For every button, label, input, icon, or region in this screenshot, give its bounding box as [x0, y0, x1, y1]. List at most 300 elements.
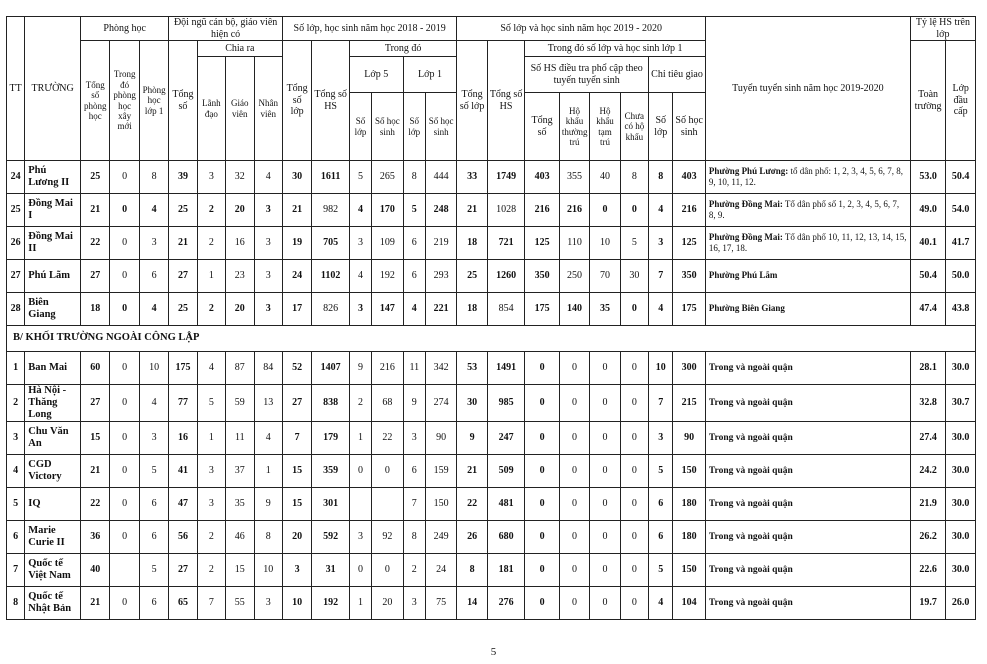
- data-cell: 0: [620, 352, 648, 385]
- data-cell: 0: [372, 554, 403, 587]
- ratio-school: 22.6: [910, 554, 946, 587]
- data-cell: 6: [139, 488, 168, 521]
- school-name: Quốc tế Việt Nam: [25, 554, 81, 587]
- enrollment-area: Trong và ngoài quận: [705, 385, 910, 422]
- data-cell: 444: [425, 161, 456, 194]
- data-cell: 17: [282, 293, 311, 326]
- data-cell: 300: [673, 352, 706, 385]
- enrollment-area: Trong và ngoài quận: [705, 554, 910, 587]
- area-label: Phường Đồng Mai:: [708, 231, 783, 242]
- data-cell: 16: [169, 422, 197, 455]
- table-row: [7, 455, 976, 488]
- data-cell: 2: [197, 554, 225, 587]
- data-cell: 109: [372, 227, 403, 260]
- data-cell: 18: [457, 293, 487, 326]
- data-cell: 21: [457, 455, 487, 488]
- data-cell: 3: [254, 293, 282, 326]
- row-tt: 3: [7, 422, 25, 455]
- data-cell: 27: [282, 385, 311, 422]
- table-row: [7, 422, 976, 455]
- table-row: [7, 385, 976, 422]
- ratio-grade1: 41.7: [946, 227, 976, 260]
- data-cell: 90: [425, 422, 456, 455]
- data-cell: 41: [169, 455, 197, 488]
- data-cell: 4: [139, 194, 168, 227]
- data-cell: 5: [139, 554, 168, 587]
- row-tt: 6: [7, 521, 25, 554]
- data-cell: 70: [590, 260, 620, 293]
- data-cell: 1260: [487, 260, 525, 293]
- data-cell: 1028: [487, 194, 525, 227]
- data-cell: 216: [525, 194, 559, 227]
- data-cell: 3: [254, 194, 282, 227]
- area-text: Tổ dân phố số 1, 2, 3, 4, 5, 6, 7, 8, 9.: [708, 198, 900, 220]
- data-cell: 0: [525, 455, 559, 488]
- data-cell: 6: [403, 260, 425, 293]
- data-cell: 0: [559, 422, 589, 455]
- row-tt: 7: [7, 554, 25, 587]
- data-cell: 3: [197, 161, 225, 194]
- data-cell: 6: [403, 227, 425, 260]
- data-cell: 1611: [312, 161, 350, 194]
- data-cell: 1749: [487, 161, 525, 194]
- data-cell: 342: [425, 352, 456, 385]
- data-cell: 68: [372, 385, 403, 422]
- data-cell: 9: [457, 422, 487, 455]
- data-cell: [372, 488, 403, 521]
- header-phong-hoc: Phòng học: [81, 17, 169, 41]
- data-cell: 27: [169, 554, 197, 587]
- data-cell: [349, 488, 371, 521]
- data-cell: 7: [649, 385, 673, 422]
- data-cell: 221: [425, 293, 456, 326]
- row-tt: 5: [7, 488, 25, 521]
- area-label: Phường Đồng Mai:: [708, 198, 783, 209]
- data-cell: 3: [649, 227, 673, 260]
- data-cell: 27: [81, 260, 110, 293]
- data-cell: 4: [197, 352, 225, 385]
- data-cell: 1: [349, 587, 371, 620]
- data-cell: 84: [254, 352, 282, 385]
- data-cell: 25: [169, 194, 197, 227]
- data-cell: 10: [649, 352, 673, 385]
- data-cell: 175: [673, 293, 706, 326]
- data-cell: 180: [673, 488, 706, 521]
- data-cell: 25: [81, 161, 110, 194]
- data-cell: 4: [403, 293, 425, 326]
- ratio-school: 50.4: [910, 260, 946, 293]
- data-cell: 0: [110, 161, 139, 194]
- data-cell: 36: [81, 521, 110, 554]
- data-cell: 179: [312, 422, 350, 455]
- data-cell: 9: [349, 352, 371, 385]
- ratio-grade1: 43.8: [946, 293, 976, 326]
- data-cell: 0: [590, 587, 620, 620]
- table-row: [7, 260, 976, 293]
- header-nhan-vien: Nhân viên: [254, 57, 282, 161]
- area-text: Tổ dân phố 10, 11, 12, 13, 14, 15, 16, 17, 18.: [708, 231, 907, 253]
- enrollment-area: Trong và ngoài quận: [705, 587, 910, 620]
- data-cell: 0: [559, 488, 589, 521]
- ratio-grade1: 30.0: [946, 352, 976, 385]
- row-tt: 26: [7, 227, 25, 260]
- header-ct-so-hs: Số học sinh: [673, 93, 706, 161]
- ratio-school: 19.7: [910, 587, 946, 620]
- school-name: IQ: [25, 488, 81, 521]
- page-number: 5: [490, 646, 497, 658]
- data-cell: 59: [226, 385, 254, 422]
- table-row: [7, 488, 976, 521]
- data-cell: 175: [169, 352, 197, 385]
- data-cell: 4: [649, 293, 673, 326]
- data-cell: 30: [457, 385, 487, 422]
- data-cell: 481: [487, 488, 525, 521]
- header-trong-do-lop1: Trong đó số lớp và học sinh lớp 1: [525, 41, 706, 57]
- data-cell: 0: [620, 455, 648, 488]
- data-cell: 248: [425, 194, 456, 227]
- data-cell: 0: [590, 488, 620, 521]
- data-cell: 52: [282, 352, 311, 385]
- data-cell: 30: [282, 161, 311, 194]
- header-tt: TT: [7, 17, 25, 161]
- header-so-lop-2018-2019: Số lớp, học sinh năm học 2018 - 2019: [282, 17, 456, 41]
- data-cell: 219: [425, 227, 456, 260]
- data-cell: 0: [559, 554, 589, 587]
- data-cell: 8: [139, 161, 168, 194]
- data-cell: 4: [349, 194, 371, 227]
- data-cell: 5: [620, 227, 648, 260]
- data-cell: 350: [525, 260, 559, 293]
- data-cell: 140: [559, 293, 589, 326]
- data-cell: 21: [81, 587, 110, 620]
- data-cell: 1: [254, 455, 282, 488]
- header-so-lop-2019-2020: Số lớp và học sinh năm học 2019 - 2020: [457, 17, 706, 41]
- ratio-grade1: 30.0: [946, 488, 976, 521]
- table-row: [7, 587, 976, 620]
- data-cell: 0: [620, 385, 648, 422]
- data-cell: 3: [649, 422, 673, 455]
- data-cell: 25: [169, 293, 197, 326]
- header-dn-tong: Tổng số: [169, 41, 197, 161]
- data-cell: 0: [590, 385, 620, 422]
- data-cell: 592: [312, 521, 350, 554]
- row-tt: 28: [7, 293, 25, 326]
- data-cell: 10: [282, 587, 311, 620]
- data-cell: 21: [457, 194, 487, 227]
- row-tt: 27: [7, 260, 25, 293]
- data-cell: 7: [649, 260, 673, 293]
- school-name: Biên Giang: [25, 293, 81, 326]
- data-cell: 7: [282, 422, 311, 455]
- header-tong-so-hs-1819: Tổng số HS: [312, 41, 350, 161]
- data-cell: 22: [457, 488, 487, 521]
- ratio-school: 26.2: [910, 521, 946, 554]
- data-cell: 1491: [487, 352, 525, 385]
- data-cell: 5: [649, 554, 673, 587]
- data-cell: 31: [312, 554, 350, 587]
- data-cell: 15: [282, 488, 311, 521]
- ratio-school: 47.4: [910, 293, 946, 326]
- data-cell: 0: [590, 455, 620, 488]
- data-cell: 985: [487, 385, 525, 422]
- header-doi-ngu: Đội ngũ cán bộ, giáo viên hiện có: [169, 17, 283, 41]
- header-trong-do: Trong đó: [349, 41, 457, 57]
- data-cell: 274: [425, 385, 456, 422]
- data-cell: 18: [81, 293, 110, 326]
- ratio-grade1: 30.0: [946, 422, 976, 455]
- data-cell: 0: [590, 422, 620, 455]
- data-cell: 680: [487, 521, 525, 554]
- data-cell: 125: [673, 227, 706, 260]
- data-cell: 215: [673, 385, 706, 422]
- data-cell: 192: [312, 587, 350, 620]
- school-name: Phú Lương II: [25, 161, 81, 194]
- row-tt: 24: [7, 161, 25, 194]
- data-cell: 27: [169, 260, 197, 293]
- table-row: [7, 194, 976, 227]
- header-so-hs-dieu-tra-text: Số HS điều tra phổ cập theo tuyến tuyển sinh: [530, 63, 643, 86]
- data-cell: 13: [254, 385, 282, 422]
- table-header: [7, 17, 976, 161]
- data-cell: 150: [673, 455, 706, 488]
- data-cell: 11: [226, 422, 254, 455]
- enrollment-area: Trong và ngoài quận: [705, 422, 910, 455]
- data-cell: [110, 554, 139, 587]
- data-cell: 0: [590, 554, 620, 587]
- data-cell: 2: [197, 194, 225, 227]
- area-label: Phường Phú Lương:: [708, 165, 789, 176]
- data-cell: 2: [349, 385, 371, 422]
- header-toan-truong: Toàn trường: [910, 41, 946, 161]
- header-chua-co-hk: Chưa có hộ khẩu: [620, 93, 648, 161]
- data-cell: 0: [110, 293, 139, 326]
- data-cell: 403: [525, 161, 559, 194]
- data-cell: 35: [590, 293, 620, 326]
- data-cell: 10: [590, 227, 620, 260]
- data-cell: 30: [620, 260, 648, 293]
- data-cell: 0: [110, 194, 139, 227]
- data-cell: 1407: [312, 352, 350, 385]
- data-cell: 2: [403, 554, 425, 587]
- data-cell: 192: [372, 260, 403, 293]
- table-row: [7, 521, 976, 554]
- header-lop1: Lớp 1: [403, 57, 457, 93]
- data-cell: 20: [282, 521, 311, 554]
- data-cell: 982: [312, 194, 350, 227]
- data-cell: 0: [110, 422, 139, 455]
- data-cell: 14: [457, 587, 487, 620]
- ratio-school: 53.0: [910, 161, 946, 194]
- data-cell: 1: [197, 260, 225, 293]
- data-cell: 5: [197, 385, 225, 422]
- data-cell: 0: [110, 587, 139, 620]
- ratio-school: 24.2: [910, 455, 946, 488]
- data-cell: 53: [457, 352, 487, 385]
- header-tong-so-hs-1920: Tổng số HS: [487, 41, 525, 161]
- data-cell: 90: [673, 422, 706, 455]
- data-cell: 0: [559, 385, 589, 422]
- ratio-school: 28.1: [910, 352, 946, 385]
- data-cell: 3: [403, 422, 425, 455]
- data-cell: 21: [169, 227, 197, 260]
- data-cell: 0: [620, 488, 648, 521]
- enrollment-area: Trong và ngoài quận: [705, 521, 910, 554]
- data-cell: 247: [487, 422, 525, 455]
- data-cell: 1102: [312, 260, 350, 293]
- header-lop1-so-lop: Số lớp: [403, 93, 425, 161]
- data-cell: 175: [525, 293, 559, 326]
- data-cell: 350: [673, 260, 706, 293]
- public-schools-rows: [7, 161, 976, 326]
- data-cell: 33: [457, 161, 487, 194]
- data-cell: 92: [372, 521, 403, 554]
- data-cell: 23: [226, 260, 254, 293]
- row-tt: 2: [7, 385, 25, 422]
- data-cell: 3: [254, 227, 282, 260]
- data-cell: 18: [457, 227, 487, 260]
- enrollment-area: Trong và ngoài quận: [705, 455, 910, 488]
- header-ph-lop1: Phòng học lớp 1: [139, 41, 168, 161]
- data-cell: 0: [110, 227, 139, 260]
- data-cell: 21: [81, 455, 110, 488]
- data-cell: 27: [81, 385, 110, 422]
- data-cell: 0: [110, 260, 139, 293]
- data-cell: 25: [457, 260, 487, 293]
- data-cell: 705: [312, 227, 350, 260]
- enrollment-area: [705, 227, 910, 260]
- data-cell: 0: [590, 521, 620, 554]
- data-cell: 3: [139, 422, 168, 455]
- ratio-grade1: 50.0: [946, 260, 976, 293]
- data-cell: 4: [349, 260, 371, 293]
- area-label: Phường Phú Lãm: [708, 270, 778, 281]
- data-cell: 3: [282, 554, 311, 587]
- data-cell: 21: [282, 194, 311, 227]
- header-lop5-so-hs: Số học sinh: [372, 93, 403, 161]
- data-cell: 509: [487, 455, 525, 488]
- data-cell: 15: [282, 455, 311, 488]
- data-cell: 0: [525, 488, 559, 521]
- ratio-school: 21.9: [910, 488, 946, 521]
- ratio-grade1: 30.0: [946, 554, 976, 587]
- header-tuyen-sinh: Tuyển tuyển sinh năm học 2019-2020: [705, 17, 910, 161]
- data-cell: 9: [254, 488, 282, 521]
- section-b-title: B/ KHỐI TRƯỜNG NGOÀI CÔNG LẬP: [7, 326, 976, 352]
- data-cell: 0: [620, 293, 648, 326]
- data-cell: 8: [403, 161, 425, 194]
- enrollment-area: [705, 161, 910, 194]
- school-name: Quốc tế Nhật Bản: [25, 587, 81, 620]
- table-row: [7, 554, 976, 587]
- header-giao-vien: Giáo viên: [226, 57, 254, 161]
- ratio-grade1: 30.7: [946, 385, 976, 422]
- data-cell: 250: [559, 260, 589, 293]
- data-cell: 46: [226, 521, 254, 554]
- data-cell: 0: [110, 488, 139, 521]
- data-cell: 77: [169, 385, 197, 422]
- school-name: Ban Mai: [25, 352, 81, 385]
- data-cell: 6: [649, 521, 673, 554]
- data-cell: 0: [110, 521, 139, 554]
- data-cell: 359: [312, 455, 350, 488]
- data-cell: 0: [525, 587, 559, 620]
- header-tong-so-lop-1819: Tổng số lớp: [282, 41, 311, 161]
- data-cell: 0: [110, 455, 139, 488]
- data-cell: 3: [349, 521, 371, 554]
- data-cell: 15: [226, 554, 254, 587]
- data-cell: 4: [649, 587, 673, 620]
- row-tt: 4: [7, 455, 25, 488]
- data-cell: 37: [226, 455, 254, 488]
- data-cell: 7: [197, 587, 225, 620]
- data-cell: 0: [620, 422, 648, 455]
- data-cell: 1: [349, 422, 371, 455]
- data-cell: 19: [282, 227, 311, 260]
- data-cell: 147: [372, 293, 403, 326]
- school-enrollment-table: [6, 16, 976, 620]
- data-cell: 0: [110, 385, 139, 422]
- data-cell: 3: [254, 587, 282, 620]
- data-cell: 5: [349, 161, 371, 194]
- ratio-grade1: 26.0: [946, 587, 976, 620]
- data-cell: 56: [169, 521, 197, 554]
- header-dt-tong-so: Tổng số: [525, 93, 559, 161]
- data-cell: 75: [425, 587, 456, 620]
- data-cell: 4: [649, 194, 673, 227]
- data-cell: 301: [312, 488, 350, 521]
- data-cell: 22: [372, 422, 403, 455]
- data-cell: 40: [590, 161, 620, 194]
- data-cell: 16: [226, 227, 254, 260]
- data-cell: 159: [425, 455, 456, 488]
- data-cell: 0: [620, 554, 648, 587]
- data-cell: 6: [403, 455, 425, 488]
- data-cell: 0: [525, 422, 559, 455]
- data-cell: 6: [139, 260, 168, 293]
- data-cell: 355: [559, 161, 589, 194]
- data-cell: 3: [403, 587, 425, 620]
- data-cell: 2: [197, 293, 225, 326]
- data-cell: 110: [559, 227, 589, 260]
- enrollment-area: [705, 293, 910, 326]
- ratio-school: 32.8: [910, 385, 946, 422]
- data-cell: 170: [372, 194, 403, 227]
- table-row: [7, 293, 976, 326]
- data-cell: 0: [559, 352, 589, 385]
- ratio-grade1: 30.0: [946, 455, 976, 488]
- school-name: Hà Nội - Thăng Long: [25, 385, 81, 422]
- data-cell: 150: [425, 488, 456, 521]
- data-cell: 39: [169, 161, 197, 194]
- data-cell: 150: [673, 554, 706, 587]
- data-cell: 10: [139, 352, 168, 385]
- data-cell: 22: [81, 227, 110, 260]
- school-name: Chu Văn An: [25, 422, 81, 455]
- data-cell: 8: [620, 161, 648, 194]
- table-row: [7, 161, 976, 194]
- enrollment-area: [705, 194, 910, 227]
- data-cell: 0: [349, 455, 371, 488]
- data-cell: 3: [139, 227, 168, 260]
- header-lop5: Lớp 5: [349, 57, 403, 93]
- school-name: Đồng Mai I: [25, 194, 81, 227]
- data-cell: 216: [673, 194, 706, 227]
- data-cell: 854: [487, 293, 525, 326]
- school-name: CGD Victory: [25, 455, 81, 488]
- data-cell: 8: [457, 554, 487, 587]
- enrollment-area: Trong và ngoài quận: [705, 352, 910, 385]
- data-cell: 838: [312, 385, 350, 422]
